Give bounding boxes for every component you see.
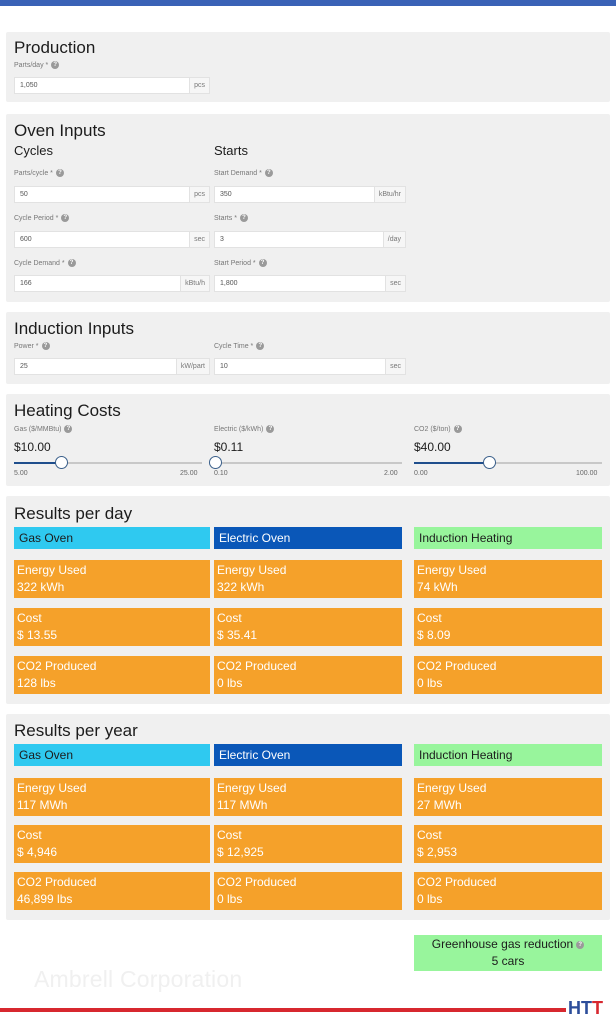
energy-label: Energy Used	[217, 781, 287, 795]
power-input[interactable]: 25 kW/part	[14, 358, 210, 375]
starts-label: Starts * ?	[214, 214, 248, 222]
energy-label: Energy Used	[417, 781, 487, 795]
cost-label: Cost	[17, 828, 42, 842]
gas-slider-knob[interactable]	[55, 456, 68, 469]
electric-co2-card	[214, 872, 402, 910]
oven-inputs-title: Oven Inputs	[14, 121, 106, 140]
start-demand-label: Start Demand * ?	[214, 169, 273, 177]
energy-label: Energy Used	[17, 781, 87, 795]
energy-value: 27 MWh	[417, 798, 462, 812]
parts-day-label: Parts/day * ?	[14, 61, 59, 69]
cost-value: $ 2,953	[417, 845, 458, 859]
electric-slider-track[interactable]	[214, 462, 402, 464]
electric-cost-card	[214, 825, 402, 863]
induction-co2-card	[414, 872, 602, 910]
cycles-subtitle: Cycles	[14, 143, 54, 158]
help-icon[interactable]: ?	[256, 342, 264, 350]
greenhouse-gas-reduction	[414, 935, 602, 971]
induction-co2-card	[414, 656, 602, 694]
parts-day-input[interactable]: 1,050 pcs	[14, 77, 210, 94]
co2-value: 46,899 lbs	[17, 892, 73, 906]
energy-label: Energy Used	[417, 563, 487, 577]
induction-energy-card	[414, 560, 602, 598]
co2-label: CO2 Produced	[217, 875, 297, 889]
gas-price-label: Gas ($/MMBtu) ?	[14, 425, 72, 433]
co2-slider-fill	[414, 462, 489, 464]
watermark: Ambrell Corporation	[34, 966, 243, 992]
results-day-title: Results per day	[14, 504, 133, 523]
help-icon[interactable]: ?	[61, 214, 69, 222]
results-year-title: Results per year	[14, 721, 138, 740]
co2-label: CO2 Produced	[417, 659, 497, 673]
start-period-input[interactable]: 1,800 sec	[214, 275, 406, 292]
gas-co2-card	[14, 656, 210, 694]
cost-value: $ 12,925	[217, 845, 264, 859]
ghg-label-row: Greenhouse gas reduction ?	[414, 936, 602, 953]
energy-label: Energy Used	[17, 563, 87, 577]
production-title: Production	[14, 38, 96, 57]
induction-inputs-title: Induction Inputs	[14, 319, 135, 338]
induction-energy-card	[414, 778, 602, 816]
electric-max: 2.00	[384, 470, 398, 477]
electric-oven-header: Electric Oven	[214, 527, 402, 549]
cost-value: $ 4,946	[17, 845, 58, 859]
help-icon[interactable]: ?	[51, 61, 59, 69]
co2-value: 0 lbs	[217, 676, 243, 690]
electric-cost-card	[214, 608, 402, 646]
energy-value: 117 MWh	[17, 798, 68, 812]
co2-value: 0 lbs	[417, 676, 443, 690]
co2-label: CO2 Produced	[17, 875, 97, 889]
electric-energy-card	[214, 560, 402, 598]
cost-value: $ 13.55	[17, 628, 58, 642]
gas-cost-card	[14, 825, 210, 863]
power-label: Power * ?	[14, 342, 50, 350]
parts-cycle-input[interactable]: 50 pcs	[14, 186, 210, 203]
co2-value: 0 lbs	[217, 892, 243, 906]
induction-cost-card	[414, 825, 602, 863]
oven-inputs-panel	[6, 114, 610, 302]
top-accent-bar	[0, 0, 616, 6]
co2-value: 128 lbs	[17, 676, 56, 690]
help-icon[interactable]: ?	[454, 425, 462, 433]
cycle-time-label: Cycle Time * ?	[214, 342, 264, 350]
footer-red-line	[0, 1008, 566, 1012]
gas-min: 5.00	[14, 470, 28, 477]
gas-oven-header: Gas Oven	[14, 744, 210, 766]
cost-label: Cost	[17, 611, 42, 625]
gas-cost-card	[14, 608, 210, 646]
gas-max: 25.00	[180, 470, 198, 477]
help-icon[interactable]: ?	[266, 425, 274, 433]
co2-price-label: CO2 ($/ton) ?	[414, 425, 462, 433]
gas-energy-card	[14, 778, 210, 816]
electric-co2-card	[214, 656, 402, 694]
gas-co2-card	[14, 872, 210, 910]
cycle-demand-label: Cycle Demand * ?	[14, 259, 76, 267]
cycle-demand-input[interactable]: 166 kBtu/h	[14, 275, 210, 292]
cycle-time-input[interactable]: 10 sec	[214, 358, 406, 375]
co2-slider-knob[interactable]	[483, 456, 496, 469]
induction-heating-header: Induction Heating	[414, 744, 602, 766]
electric-price-label: Electric ($/kWh) ?	[214, 425, 274, 433]
help-icon[interactable]: ?	[576, 941, 584, 949]
help-icon[interactable]: ?	[56, 169, 64, 177]
co2-min: 0.00	[414, 470, 428, 477]
electric-min: 0.10	[214, 470, 228, 477]
production-panel	[6, 32, 610, 102]
help-icon[interactable]: ?	[259, 259, 267, 267]
gas-slider-fill	[14, 462, 61, 464]
co2-label: CO2 Produced	[17, 659, 97, 673]
energy-value: 74 kWh	[417, 580, 458, 594]
co2-label: CO2 Produced	[417, 875, 497, 889]
cost-label: Cost	[217, 611, 242, 625]
induction-cost-card	[414, 608, 602, 646]
co2-max: 100.00	[576, 470, 598, 477]
help-icon[interactable]: ?	[265, 169, 273, 177]
htt-logo: HTT	[568, 998, 603, 1018]
electric-slider-knob[interactable]	[209, 456, 222, 469]
electric-oven-header: Electric Oven	[214, 744, 402, 766]
cost-value: $ 8.09	[417, 628, 451, 642]
help-icon[interactable]: ?	[240, 214, 248, 222]
cost-label: Cost	[417, 611, 442, 625]
energy-value: 117 MWh	[217, 798, 268, 812]
ghg-value: 5 cars	[491, 954, 525, 968]
energy-value: 322 kWh	[217, 580, 265, 594]
results-day-panel	[6, 496, 610, 704]
parts-cycle-label: Parts/cycle * ?	[14, 169, 64, 177]
induction-inputs-panel	[6, 312, 610, 384]
start-period-label: Start Period * ?	[214, 259, 267, 267]
gas-oven-header: Gas Oven	[14, 527, 210, 549]
energy-label: Energy Used	[217, 563, 287, 577]
starts-subtitle: Starts	[214, 143, 248, 158]
start-demand-input[interactable]: 350 kBtu/hr	[214, 186, 406, 203]
heating-costs-title: Heating Costs	[14, 401, 121, 420]
electric-price-value: $0.11	[214, 440, 244, 454]
gas-price-value: $10.00	[14, 440, 51, 454]
co2-price-value: $40.00	[414, 440, 451, 454]
cost-value: $ 35.41	[217, 628, 258, 642]
co2-label: CO2 Produced	[217, 659, 297, 673]
induction-heating-header: Induction Heating	[414, 527, 602, 549]
help-icon[interactable]: ?	[64, 425, 72, 433]
starts-input[interactable]: 3 /day	[214, 231, 406, 248]
co2-value: 0 lbs	[417, 892, 443, 906]
results-year-panel	[6, 714, 610, 920]
heating-costs-panel	[6, 394, 610, 486]
cost-label: Cost	[417, 828, 442, 842]
help-icon[interactable]: ?	[68, 259, 76, 267]
cost-label: Cost	[217, 828, 242, 842]
energy-value: 322 kWh	[17, 580, 65, 594]
gas-energy-card	[14, 560, 210, 598]
cycle-period-label: Cycle Period * ?	[14, 214, 69, 222]
help-icon[interactable]: ?	[42, 342, 50, 350]
cycle-period-input[interactable]: 600 sec	[14, 231, 210, 248]
electric-energy-card	[214, 778, 402, 816]
